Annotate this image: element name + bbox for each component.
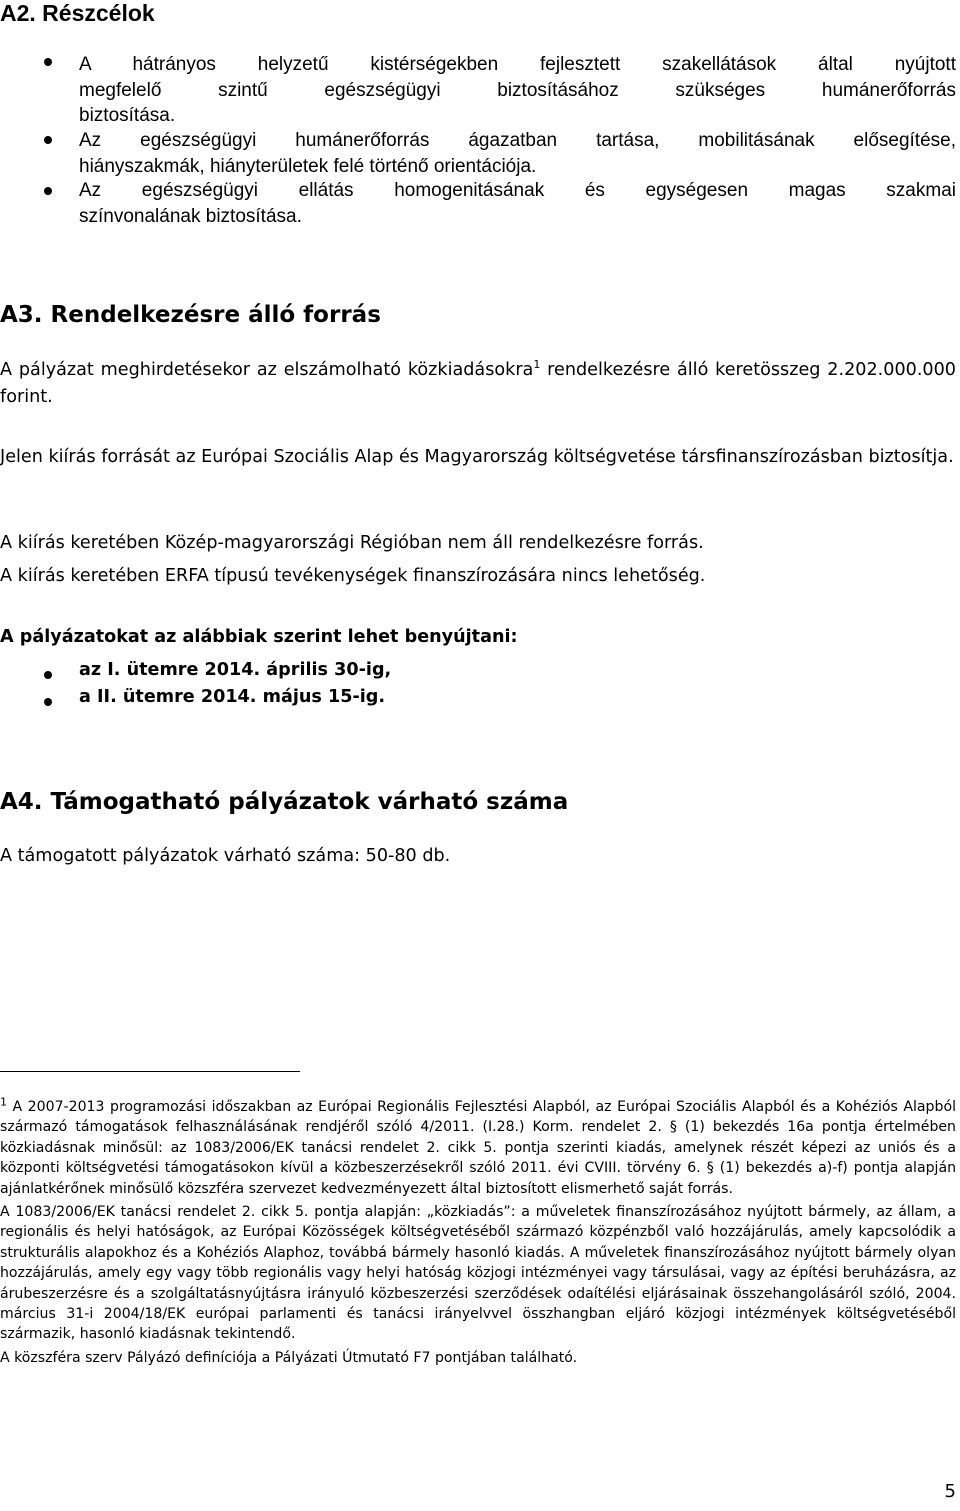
list-item [79,178,956,229]
paragraph-expected-count: A támogatott pályázatok várható száma: 50-80 db. [0,846,451,866]
list-item-line: A hátrányos helyzetű kistérségekben fejlesztett szakellátások által nyújtott [79,54,956,75]
list-item [79,52,956,129]
list-item-line: Az egészségügyi ellátás homogenitásának és egységesen magas szakmai [79,180,956,201]
list-item-line: megfelelő szintű egészségügyi biztosításához szükséges humánerőforrás [79,79,956,101]
footnote [0,1097,956,1368]
list-item-line: Az egészségügyi humánerőforrás ágazatban tartása, mobilitásának elősegítése, [79,130,956,151]
paragraph-no-erfa: A kiírás keretében ERFA típusú tevékenységek finanszírozására nincs lehetőség. [0,566,706,586]
footnote-reference: 1 [533,358,541,372]
footnote-paragraph: A közszféra szerv Pályázó definíciója a Pályázati Útmutató F7 pontjában található. [0,1349,578,1366]
list-item-line: színvonalának biztosítása. [79,205,302,227]
bullet-dot [44,58,52,66]
paragraph-text: A pályázat meghirdetésekor az elszámolható közkiadásokra [0,360,534,380]
footnote-marker: 1 [0,1095,7,1109]
paragraph-no-central-region: A kiírás keretében Közép-magyarországi Régióban nem áll rendelkezésre forrás. [0,533,704,553]
bullet-dot [44,136,52,144]
list-item: a II. ütemre 2014. május 15-ig. [79,687,386,707]
section-heading-a4: A4. Támogatható pályázatok várható száma [0,789,569,815]
paragraph-text: rendelkezésre álló keretösszeg 2.202.000.000 forint. [0,360,956,407]
footnote-text: A 2007-2013 programozási időszakban az Európai Regionális Fejlesztési Alapból, az Európai Szociális Alapból és a Kohéziós Alapból származó támogatások felhasználásának rendjéről szóló 4/2011. (I.28.) Korm. rendelet 2. [0,1099,956,1136]
submission-heading: A pályázatokat az alábbiak szerint lehet benyújtani: [0,627,518,647]
list-item-line: biztosítása. [79,105,176,126]
footnote-paragraph: A 1083/2006/EK tanácsi rendelet 2. cikk 5. pontja alapján: „közkiadás”: a műveletek finanszírozásához nyújtott bármely, az állam, a regionális és helyi hatóságok, az Európai Közösségek költségvetéséből származó közpénzből való hozzájárulás, amely kapcsolódik a strukturális alapokhoz és a Kohéziós Alaphoz, továbbá bármely hasonló kiadás. A műveletek finanszírozásához nyújtott bármely olyan hozzájárulás, amely egy vagy több regionális vagy helyi hatóság közjogi intézményei vagy társulásai, vagy az építési beruházásra, az árubeszerzésre és a szolgáltatásnyújtásra irányuló közbeszerzési szerződések odaítélési eljárásainak összehangolásáról szóló, 2004. március 31-i 2004/18/EK európai parlamenti és tanácsi irányelvvel összhangban eljáró közjogi intézmények költségvetéséből származik, hasonló kiadásnak tekintendő. [0,1204,956,1343]
bullet-dot [44,698,52,706]
paragraph-available-budget [0,357,956,411]
footnote-separator [0,1071,300,1072]
footnote-text: (1) bekezdés a)-f) pontja alapján ajánlatkérőnek minősülő közszféra szervezet kedvezményezett által biztosított elismerhető saját forrás. [0,1160,957,1197]
section-heading-a3: A3. Rendelkezésre álló forrás [0,302,381,328]
footnote-text: (1) bekezdés 16a pontja értelmében közkiadásnak minősül: az 1083/2006/EK tanácsi rendelet 2. cikk 5. pontja szerinti kiadás, amelynek részét képezi az uniós és a központi költségvetési támogatásokon kívül a közbeszerzésekről szóló 2011. évi CVIII. törvény 6. [0,1119,956,1177]
section-sign: § [669,1119,677,1136]
bullet-dot [44,187,52,195]
page-number: 5 [944,1481,956,1502]
list-item-line: hiányszakmák, hiányterületek felé történő orientációja. [79,155,537,177]
section-sign: § [706,1160,714,1177]
paragraph-funding-source: Jelen kiírás forrását az Európai Szociális Alap és Magyarország költségvetése társfinanszírozásban biztosítja. [0,447,954,467]
bullet-dot [44,671,52,679]
footnote-paragraph [0,1097,956,1199]
list-item [79,128,956,179]
list-item: az I. ütemre 2014. április 30-ig, [79,660,392,680]
section-heading-a2: A2. Részcélok [0,0,155,26]
